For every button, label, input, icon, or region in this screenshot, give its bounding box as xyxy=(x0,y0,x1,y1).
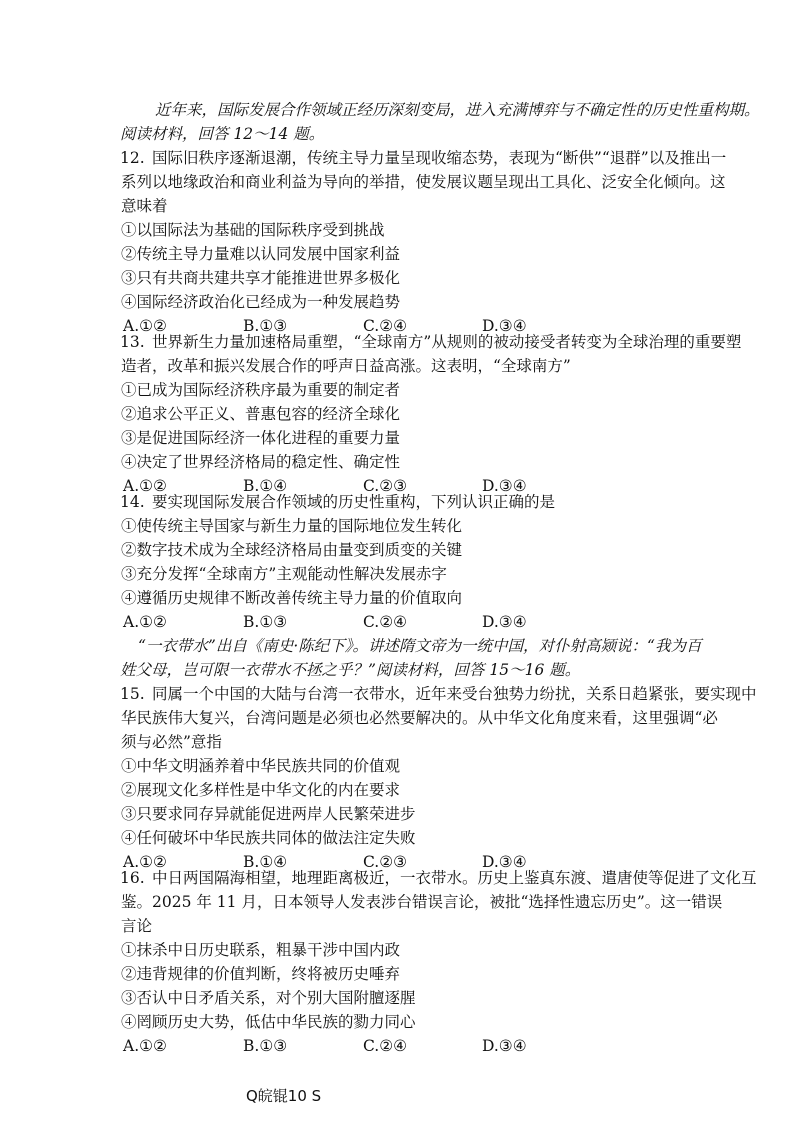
option-item: ④任何破坏中华民族共同体的做法注定失败 xyxy=(121,829,416,847)
choice-d: D.③④ xyxy=(482,317,527,335)
question-stem-line: 国际旧秩序逐渐退潮，传统主导力量呈现收缩态势，表现为“断供”“退群”以及推出一 xyxy=(152,149,727,167)
option-item: ①抹杀中日历史联系，粗暴干涉中国内政 xyxy=(121,941,401,959)
choice-a: A.①② xyxy=(123,317,167,335)
question-number: 12. xyxy=(120,149,145,167)
intro-line: 姓父母，岂可限一衣带水不拯之乎？”阅读材料，回答 15～16 题。 xyxy=(120,661,581,679)
option-item: ③只要求同存异就能促进两岸人民繁荣进步 xyxy=(121,805,416,823)
choice-b: B.①③ xyxy=(243,317,288,335)
choice-b: B.①④ xyxy=(243,477,288,495)
answer-choices xyxy=(123,1034,603,1058)
question-stem-line: 中日两国隔海相望，地理距离极近，一衣带水。历史上鉴真东渡、遣唐使等促进了文化互 xyxy=(152,869,757,887)
choice-a: A.①② xyxy=(123,853,167,871)
question-number: 16. xyxy=(120,869,145,887)
question-stem-line: 同属一个中国的大陆与台湾一衣带水，近年来受台独势力纷扰，关系日趋紧张，要实现中 xyxy=(152,685,757,703)
question-stem-line: 鉴。2025 年 11 月，日本领导人发表涉台错误言论，被批“选择性遗忘历史”。这一错误 xyxy=(121,893,723,911)
option-item: ③是促进国际经济一体化进程的重要力量 xyxy=(121,429,401,447)
question-stem-line: 要实现国际发展合作领域的历史性重构，下列认识正确的是 xyxy=(152,493,556,511)
choice-a: A.①② xyxy=(123,613,167,631)
choice-d: D.③④ xyxy=(482,477,527,495)
option-item: ①中华文明涵养着中华民族共同的价值观 xyxy=(121,757,401,775)
intro-line: 阅读材料，回答 12～14 题。 xyxy=(120,125,325,143)
option-item: ②数字技术成为全球经济格局由量变到质变的关键 xyxy=(121,541,463,559)
choice-d: D.③④ xyxy=(482,853,527,871)
choice-c: C.②④ xyxy=(363,613,408,631)
choice-a: A.①② xyxy=(123,477,167,495)
question-stem-line: 须与必然”意指 xyxy=(121,733,222,751)
option-item: ④遵循历史规律不断改善传统主导力量的价值取向 xyxy=(121,589,463,607)
option-item: ④国际经济政治化已经成为一种发展趋势 xyxy=(121,293,401,311)
option-item: ④罔顾历史大势，低估中华民族的勠力同心 xyxy=(121,1013,416,1031)
question-stem-line: 造者，改革和振兴发展合作的呼声日益高涨。这表明，“全球南方” xyxy=(121,357,571,375)
intro-line: “一衣带水”出自《南史·陈纪下》。讲述隋文帝为一统中国，对仆射高颎说：“我为百 xyxy=(138,637,702,655)
option-item: ①以国际法为基础的国际秩序受到挑战 xyxy=(121,221,385,239)
choice-c: C.②③ xyxy=(363,477,408,495)
question-stem-line: 世界新生力量加速格局重塑，“全球南方”从规则的被动接受者转变为全球治理的重要塑 xyxy=(152,333,742,351)
page-footer-code: Q皖锟10 S xyxy=(246,1087,322,1105)
option-item: ①已成为国际经济秩序最为重要的制定者 xyxy=(121,381,401,399)
option-item: ④决定了世界经济格局的稳定性、确定性 xyxy=(121,453,401,471)
option-item: ③只有共商共建共享才能推进世界多极化 xyxy=(121,269,401,287)
intro-line: 近年来，国际发展合作领域正经历深刻变局，进入充满博弈与不确定性的历史性重构期。 xyxy=(155,101,760,119)
choice-b: B.①④ xyxy=(243,853,288,871)
choice-c: C.②③ xyxy=(363,853,408,871)
question-number: 13. xyxy=(120,333,145,351)
question-number: 14. xyxy=(120,493,145,511)
choice-a: A.①② xyxy=(123,1037,167,1055)
option-item: ①使传统主导国家与新生力量的国际地位发生转化 xyxy=(121,517,463,535)
choice-d: D.③④ xyxy=(482,1037,527,1055)
answer-choices xyxy=(123,610,603,634)
question-number: 15. xyxy=(120,685,145,703)
option-item: ②违背规律的价值判断，终将被历史唾弃 xyxy=(121,965,401,983)
option-item: ③否认中日矛盾关系，对个别大国附膻逐腥 xyxy=(121,989,416,1007)
question-stem-line: 华民族伟大复兴，台湾问题是必须也必然要解决的。从中华文化角度来看，这里强调“必 xyxy=(121,709,718,727)
option-item: ②传统主导力量难以认同发展中国家利益 xyxy=(121,245,401,263)
question-stem-line: 意味着 xyxy=(121,197,168,215)
choice-c: C.②④ xyxy=(363,317,408,335)
question-stem-line: 言论 xyxy=(121,917,153,935)
choice-b: B.①③ xyxy=(243,613,288,631)
option-item: ②追求公平正义、普惠包容的经济全球化 xyxy=(121,405,401,423)
choice-b: B.①③ xyxy=(243,1037,288,1055)
question-stem-line: 系列以地缘政治和商业利益为导向的举措，使发展议题呈现出工具化、泛安全化倾向。这 xyxy=(121,173,726,191)
option-item: ②展现文化多样性是中华文化的内在要求 xyxy=(121,781,401,799)
choice-c: C.②④ xyxy=(363,1037,408,1055)
option-item: ③充分发挥“全球南方”主观能动性解决发展赤字 xyxy=(121,565,447,583)
choice-d: D.③④ xyxy=(482,613,527,631)
